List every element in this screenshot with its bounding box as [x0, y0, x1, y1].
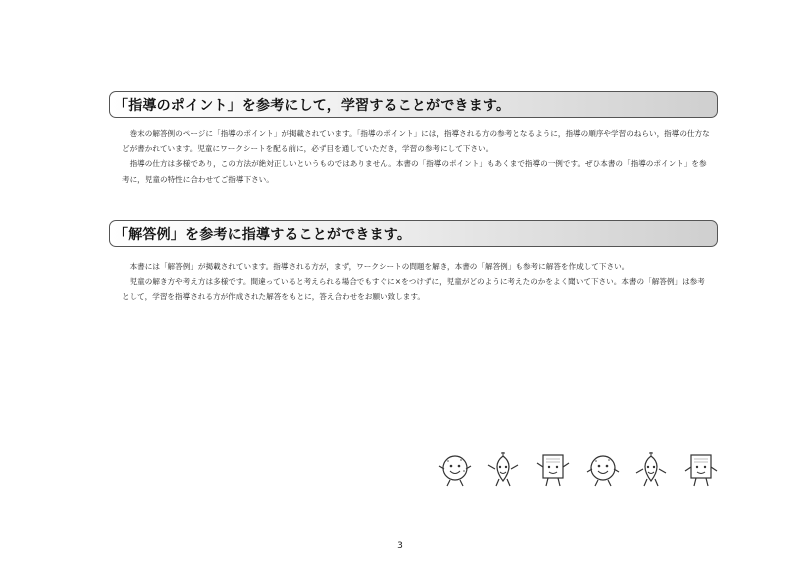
- book-character-icon: [534, 451, 572, 489]
- leaf-character-icon: [484, 451, 522, 489]
- section-body-points: [122, 126, 710, 187]
- smiling-ball-character-icon: [436, 451, 474, 489]
- paragraph: 児童の解き方や考え方は多様です。間違っていると考えられる場合でもすぐに×をつけずに，児童がどのように考えたのかをよく聞いて下さい。本書の「解答例」は参考として，学習を指導される方が作成された解答をもとに，答え合わせをお願い致します。: [122, 277, 705, 302]
- mascot-illustrations: [436, 451, 726, 489]
- section-heading: 「解答例」を参考に指導することができます。: [114, 226, 412, 243]
- section-body-answers: [122, 259, 710, 305]
- paragraph: 本書には「解答例」が掲載されています。指導される方が，まず，ワークシートの問題を解き，本書の「解答例」も参考に解答を作成して下さい。: [129, 262, 630, 271]
- paragraph: 指導の仕方は多様であり，この方法が絶対正しいというものではありません。本書の「指導のポイント」もあくまで指導の一例です。ぜひ本書の「指導のポイント」を参考に，児童の特性に合わせてご指導下さい。: [122, 159, 707, 184]
- section-heading-box-points: [109, 91, 718, 118]
- smiling-ball-character-icon: [584, 451, 622, 489]
- section-heading-box-answers: [109, 220, 718, 247]
- section-heading: 「指導のポイント」を参考にして，学習することができます。: [114, 97, 511, 114]
- page-number: 3: [397, 541, 403, 551]
- book-character-icon: [682, 451, 720, 489]
- paragraph: 巻末の解答例のページに「指導のポイント」が掲載されています。「指導のポイント」には，指導される方の参考となるように，指導の順序や学習のねらい，指導の仕方などが書かれています。児童にワークシートを配る前に，必ず目を通していただき，学習の参考にして下さい。: [122, 129, 710, 154]
- leaf-character-icon: [632, 451, 670, 489]
